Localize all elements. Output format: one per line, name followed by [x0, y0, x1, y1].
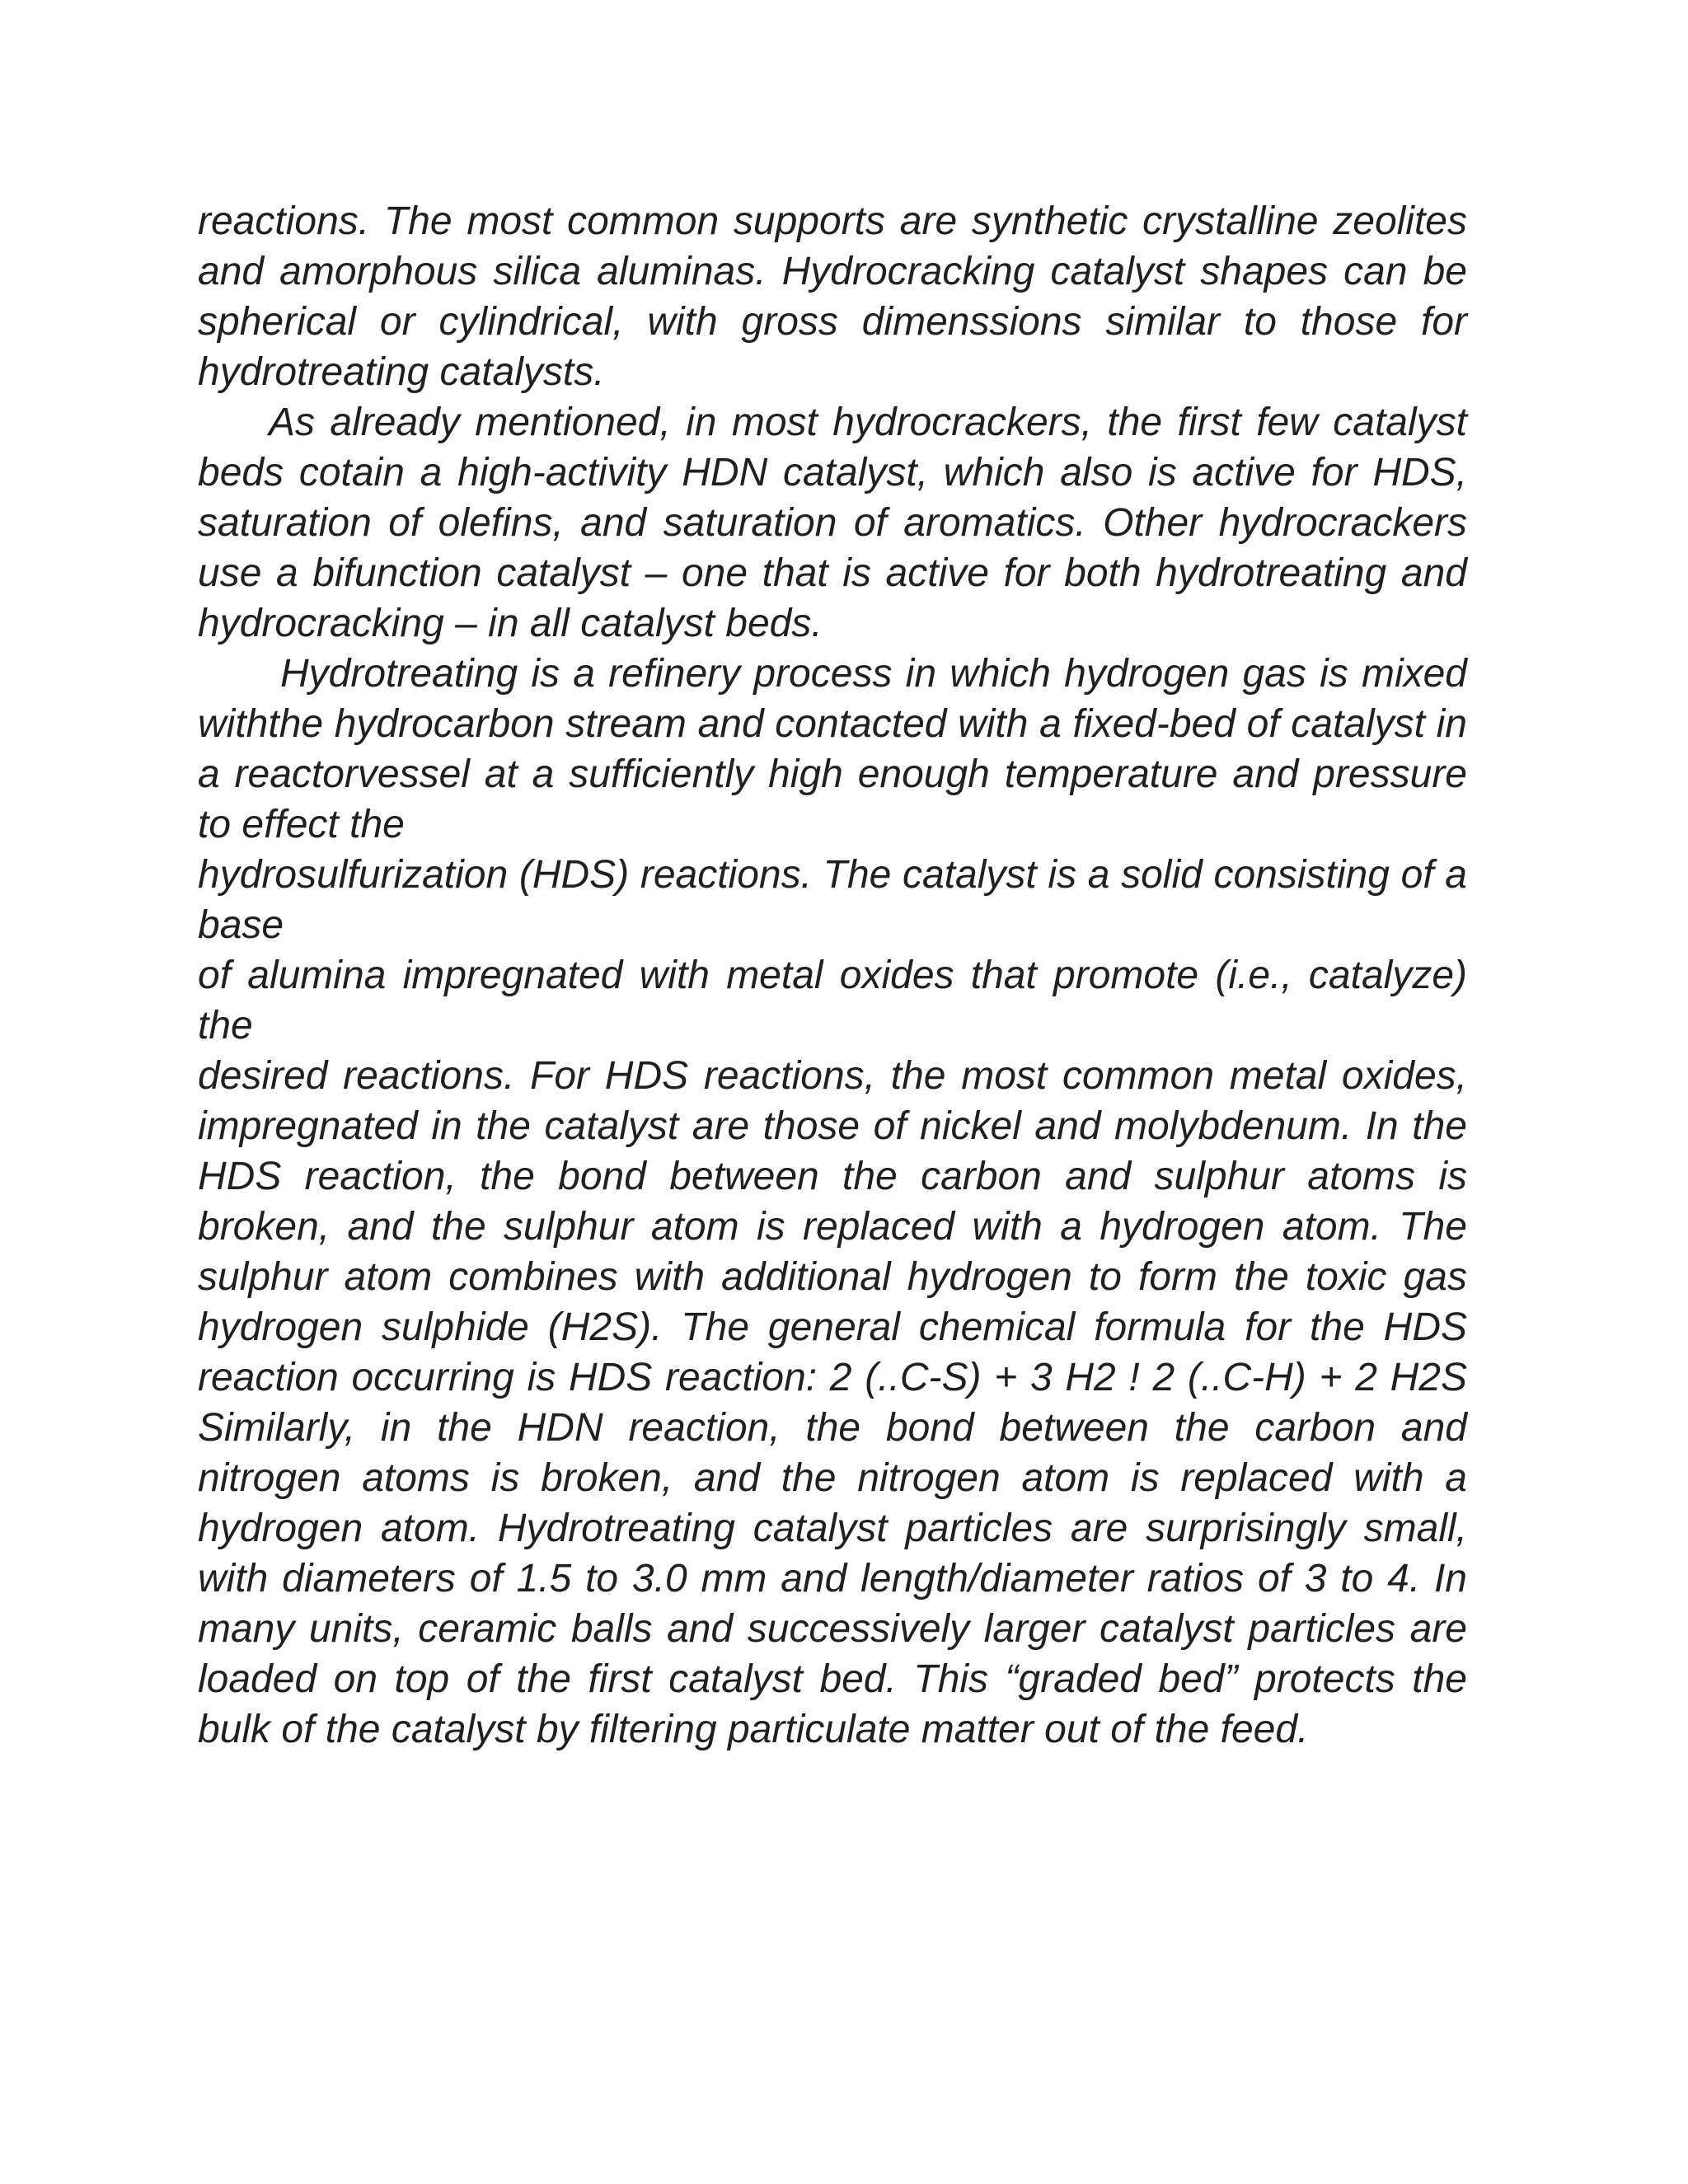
paragraph-hydrotreating: Hydrotreating is a refinery process in which hydrogen gas is mixed withthe hydrocarbon stream and contacted with a fixed-bed of catalyst in a reactorvessel at a sufficiently high enough temperature and pressure to effect the: [198, 652, 1467, 846]
body-text: [198, 196, 1467, 1755]
paragraph-supports: reactions. The most common supports are synthetic crystalline zeolites and amorphous silica aluminas. Hydrocracking catalyst shapes can be spherical or cylindrical, with gross dimenssions similar to those for hydrotreating catalysts.: [198, 199, 1467, 394]
paragraph-hds-reactions: hydrosulfurization (HDS) reactions. The catalyst is a solid consisting of a base: [198, 853, 1467, 947]
paragraph-hydrocrackers: As already mentioned, in most hydrocrackers, the first few catalyst beds cotain a high-activity HDN catalyst, which also is active for HDS, saturation of olefins, and saturation of aromatics. Other hydrocrackers use a bifunction catalyst – one that is active for both hydrotreating and hydrocracking – in all catalyst beds.: [198, 401, 1467, 645]
paragraph-alumina: of alumina impregnated with metal oxides that promote (i.e., catalyze) the: [198, 954, 1467, 1047]
paragraph-desired-reactions: desired reactions. For HDS reactions, the most common metal oxides, impregnated in the catalyst are those of nickel and molybdenum. In the HDS reaction, the bond between the carbon and sulphur atoms is broken, and the sulphur atom is replaced with a hydrogen atom. The sulphur atom combines with additional hydrogen to form the toxic gas hydrogen sulphide (H2S). The general chemical formula for the HDS reaction occurring is HDS reaction: 2 (..C-S) + 3 H2 ! 2 (..C-H) + 2 H2S Similarly, in the HDN reaction, the bond between the carbon and nitrogen atoms is broken, and the nitrogen atom is replaced with a hydrogen atom. Hydrotreating catalyst particles are surprisingly small, with diameters of 1.5 to 3.0 mm and length/diameter ratios of 3 to 4. In many units, ceramic balls and successively larger catalyst particles are loaded on top of the first catalyst bed. This “graded bed” protects the bulk of the catalyst by filtering particulate matter out of the feed.: [198, 1054, 1467, 1751]
